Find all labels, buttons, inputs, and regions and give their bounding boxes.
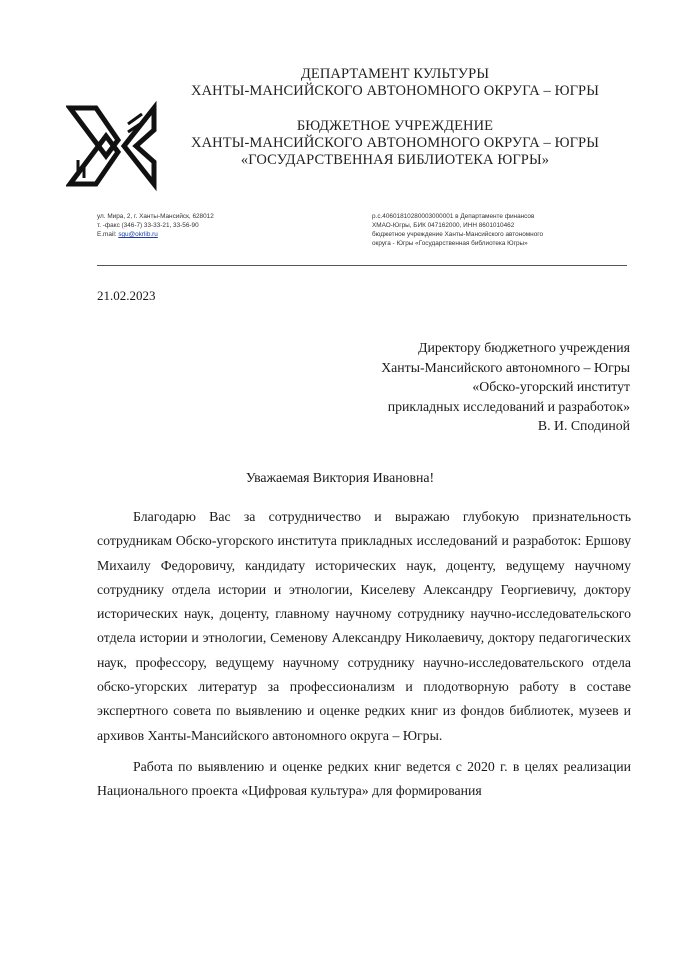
department-name: ДЕПАРТАМЕНТ КУЛЬТУРЫ <box>300 66 490 82</box>
addressee-line: «Обско-угорский институт <box>472 379 630 394</box>
body-paragraph: Благодарю Вас за сотрудничество и выражаю глубокую признательность сотрудникам Обско-угорского института прикладных исследований и разработок: Ершову Михаилу Федоровичу, кандидату исторических наук, доценту, ведущему научному сотруднику отдела истории и этнологии, Киселеву Александру Георгиевичу, доктору исторических наук, доценту, главному научному сотруднику научно-исследовательского отдела истории и этнологии, Семенову Александру Николаевичу, доктору педагогических наук, профессору, ведущему научному сотруднику научно-исследовательского отдела обско-угорских литератур за профессионализм и плодотворную работу в составе экспертного совета по выявлению и оценке редких книг из фондов библиотек, музеев и архивов Ханты-Мансийского автономного округа – Югры. <box>97 509 631 743</box>
address-line: ул. Мира, 2, г. Ханты-Мансийск, 628012 <box>97 213 214 220</box>
email-line <box>97 230 214 239</box>
addressee-line: В. И. Сподиной <box>537 418 630 433</box>
library-logo-icon <box>66 100 158 192</box>
contact-requisites <box>97 212 214 239</box>
addressee-line: Директору бюджетного учреждения <box>418 340 630 355</box>
letter-date: 21.02.2023 <box>97 288 156 303</box>
header-divider <box>97 265 627 266</box>
institution-header <box>160 118 630 169</box>
bank-line-4: округа - Югры «Государственная библиотека Югры» <box>372 240 528 247</box>
letter-greeting: Уважаемая Виктория Ивановна! <box>245 470 435 485</box>
phone-line: т. -факс (346-7) 33-33-21, 33-56-90 <box>97 222 199 229</box>
letter-body <box>97 505 631 811</box>
addressee-line: прикладных исследований и разработок» <box>387 398 630 414</box>
institution-name: «ГОСУДАРСТВЕННАЯ БИБЛИОТЕКА ЮГРЫ» <box>240 152 550 168</box>
department-header <box>160 66 630 100</box>
bank-requisites <box>372 212 543 248</box>
institution-region: ХАНТЫ-МАНСИЙСКОГО АВТОНОМНОГО ОКРУГА – ЮГРЫ <box>191 135 599 151</box>
department-region: ХАНТЫ-МАНСИЙСКОГО АВТОНОМНОГО ОКРУГА – ЮГРЫ <box>191 83 599 99</box>
bank-line-3: бюджетное учреждение Ханты-Мансийского автономного <box>372 231 544 238</box>
institution-type: БЮДЖЕТНОЕ УЧРЕЖДЕНИЕ <box>296 118 494 134</box>
addressee-line: Ханты-Мансийского автономного – Югры <box>381 359 630 375</box>
body-paragraph: Работа по выявлению и оценке редких книг ведется с 2020 г. в целях реализации Национального проекта «Цифровая культура» для формирования <box>97 758 631 799</box>
email-link[interactable]: sgu@okrlib.ru <box>118 231 158 238</box>
addressee-block <box>381 338 630 436</box>
bank-line-2: ХМАО-Югры, БИК 047162000, ИНН 8601010462 <box>372 222 515 229</box>
bank-line-1: р.с.40601810280003000001 в Департаменте финансов <box>372 213 535 220</box>
email-label: E.mail: <box>97 231 117 238</box>
